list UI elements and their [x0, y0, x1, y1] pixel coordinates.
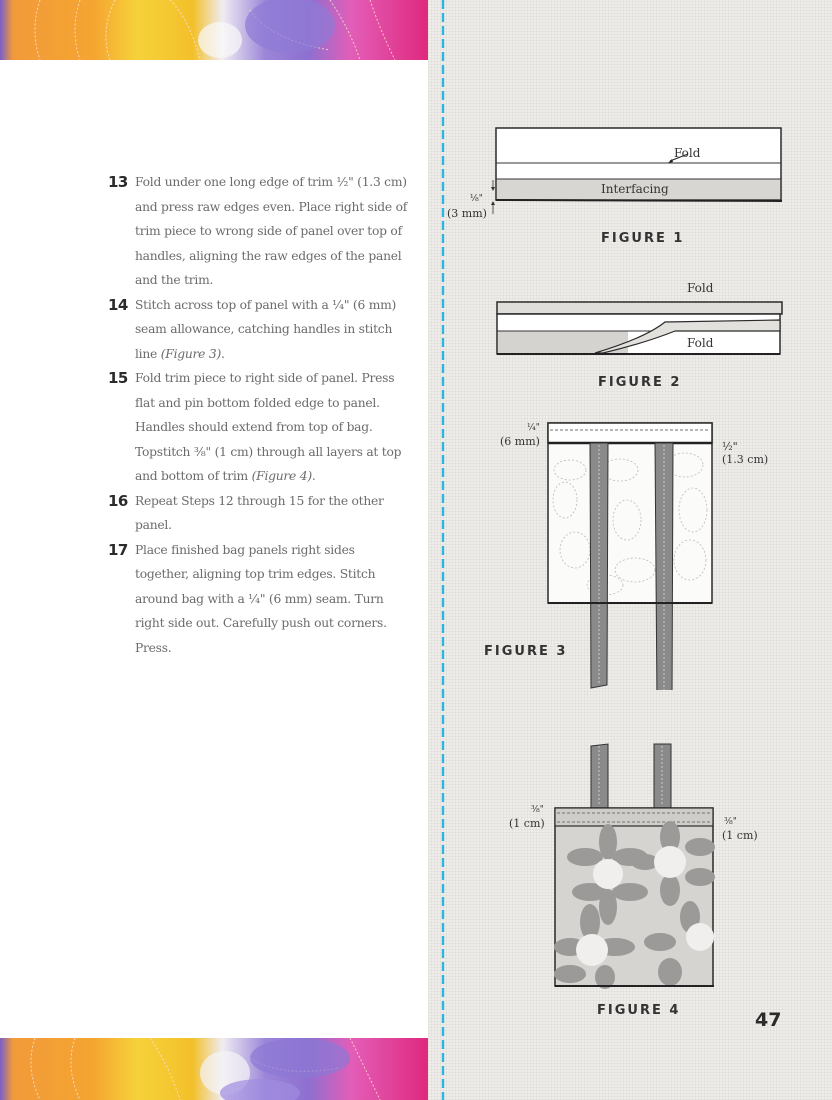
- step-15: [108, 366, 408, 489]
- fold-label: Fold: [674, 146, 701, 160]
- step-text: Place finished bag panels right sides together, aligning top trim edges. Stitch around bag with a ¼" (6 mm) seam. Turn right side out. Carefully push out corners. Press.: [135, 542, 387, 655]
- step-number: 14: [108, 295, 128, 314]
- figure-4-caption: FIGURE 4: [597, 1003, 681, 1018]
- dimension-left-metric: (6 mm): [500, 435, 540, 448]
- figure-4-diagram: [550, 742, 720, 992]
- step-14: [108, 293, 408, 367]
- dimension-right-metric: (1.3 cm): [722, 453, 769, 466]
- step-13: [108, 170, 408, 293]
- dimension-left-inches: ¼": [527, 423, 540, 433]
- dimension-right-inches: ½": [722, 440, 738, 453]
- figure-3-caption: FIGURE 3: [484, 644, 568, 659]
- blue-stitch-line: [441, 0, 445, 1100]
- step-text: [135, 293, 408, 367]
- step-number: 13: [108, 173, 128, 191]
- step-number: 15: [108, 369, 128, 387]
- dimension-arrows: [490, 180, 496, 216]
- punctuation: .: [311, 469, 316, 483]
- figure-2-caption: FIGURE 2: [598, 375, 682, 390]
- step-number: 16: [108, 491, 128, 510]
- step-text: Fold under one long edge of trim ½" (1.3 cm) and press raw edges even. Place right side of trim piece to wrong side of panel over top of handles, aligning the raw edges of the panel and the trim.: [135, 175, 408, 287]
- figure-reference: (Figure 4): [251, 469, 312, 483]
- instruction-steps: [108, 170, 408, 660]
- step-text: [135, 366, 408, 489]
- figure-2-diagram: [495, 298, 787, 358]
- quilt-photo-bottom: [0, 1038, 428, 1100]
- dimension-inches: ⅛": [470, 194, 483, 204]
- dimension-right-inches: ⅜": [724, 817, 737, 827]
- step-body: Fold trim piece to right side of panel. Press flat and pin bottom folded edge to panel. Handles should extend from top of bag. Topstitch ⅜" (1 cm) through all layers at top and bottom of trim: [135, 371, 402, 483]
- figure-reference: (Figure 3): [160, 346, 221, 361]
- step-text: Repeat Steps 12 through 15 for the other panel.: [135, 493, 384, 532]
- fold-label-bottom: Fold: [687, 336, 714, 350]
- step-16: [108, 489, 408, 538]
- punctuation: .: [221, 346, 225, 361]
- quilt-photo-top: [0, 0, 428, 60]
- step-17: [108, 538, 408, 661]
- step-number: 17: [108, 540, 128, 559]
- dimension-metric: (3 mm): [447, 207, 487, 220]
- page-number: 47: [755, 1009, 782, 1031]
- dimension-right-metric: (1 cm): [722, 829, 758, 842]
- interfacing-label: Interfacing: [601, 182, 669, 196]
- dimension-left-metric: (1 cm): [509, 817, 545, 830]
- fold-label-top: Fold: [687, 281, 714, 295]
- dimension-left-inches: ⅜": [531, 805, 544, 815]
- figure-3-diagram: [545, 420, 720, 690]
- figure-1-caption: FIGURE 1: [601, 231, 685, 246]
- step-body: Stitch across top of panel with a ¼" (6 mm) seam allowance, catching handles in stitch line: [135, 297, 397, 361]
